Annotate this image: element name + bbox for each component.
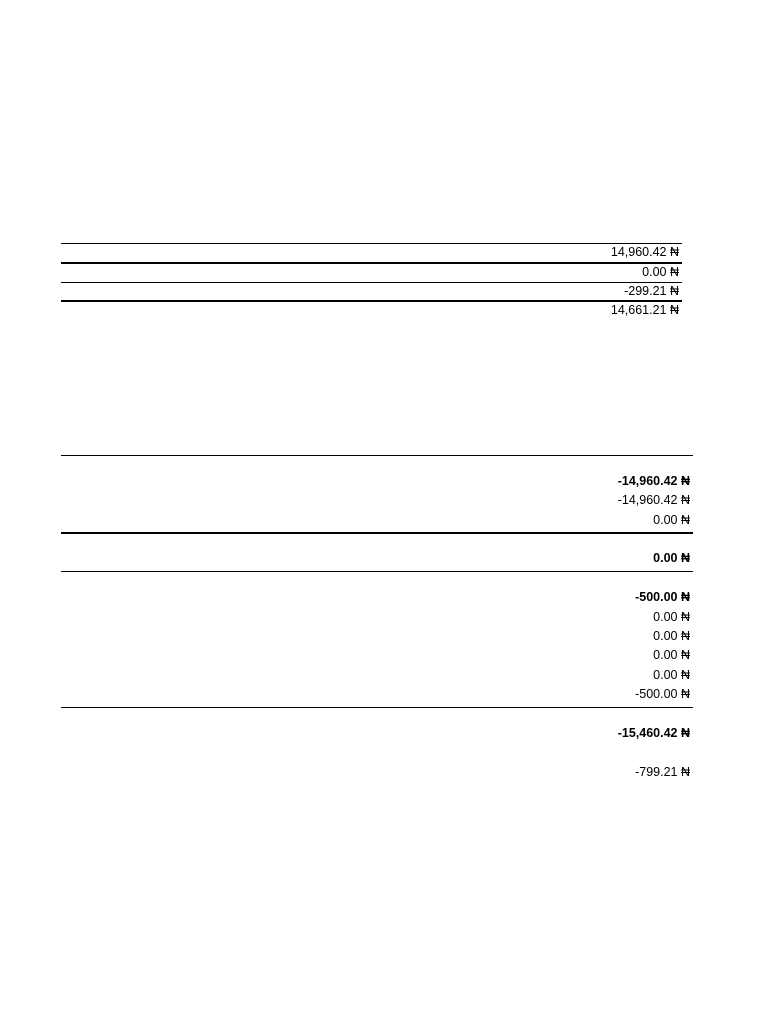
summary-value-2: 0.00 ₦ (642, 265, 679, 279)
detail-section1-item-2: 0.00 ₦ (653, 513, 690, 527)
detail-section3-item-3: 0.00 ₦ (653, 648, 690, 662)
grand-total-rule (61, 707, 693, 708)
detail-section3-rule (61, 571, 693, 572)
detail-section2-total: 0.00 ₦ (653, 551, 690, 565)
summary-top-rule (61, 243, 682, 244)
summary-rule-4 (61, 300, 682, 302)
final-value: -799.21 ₦ (635, 765, 690, 779)
detail-section3-item-4: 0.00 ₦ (653, 668, 690, 682)
detail-section3-item-5: -500.00 ₦ (635, 687, 690, 701)
grand-total-value: -15,460.42 ₦ (617, 726, 690, 740)
summary-value-1: 14,960.42 ₦ (610, 245, 679, 259)
detail-section3-total: -500.00 ₦ (635, 590, 690, 604)
detail-section1-total: -14,960.42 ₦ (617, 474, 690, 488)
detail-section3-item-1: 0.00 ₦ (653, 610, 690, 624)
summary-rule-2 (61, 262, 682, 264)
summary-value-3: -299.21 ₦ (624, 284, 679, 298)
summary-value-4: 14,661.21 ₦ (610, 303, 679, 317)
summary-rule-3 (61, 282, 682, 283)
detail-section1-rule (61, 455, 693, 456)
detail-section2-rule (61, 532, 693, 534)
detail-section3-item-2: 0.00 ₦ (653, 629, 690, 643)
detail-section1-item-1: -14,960.42 ₦ (617, 493, 690, 507)
